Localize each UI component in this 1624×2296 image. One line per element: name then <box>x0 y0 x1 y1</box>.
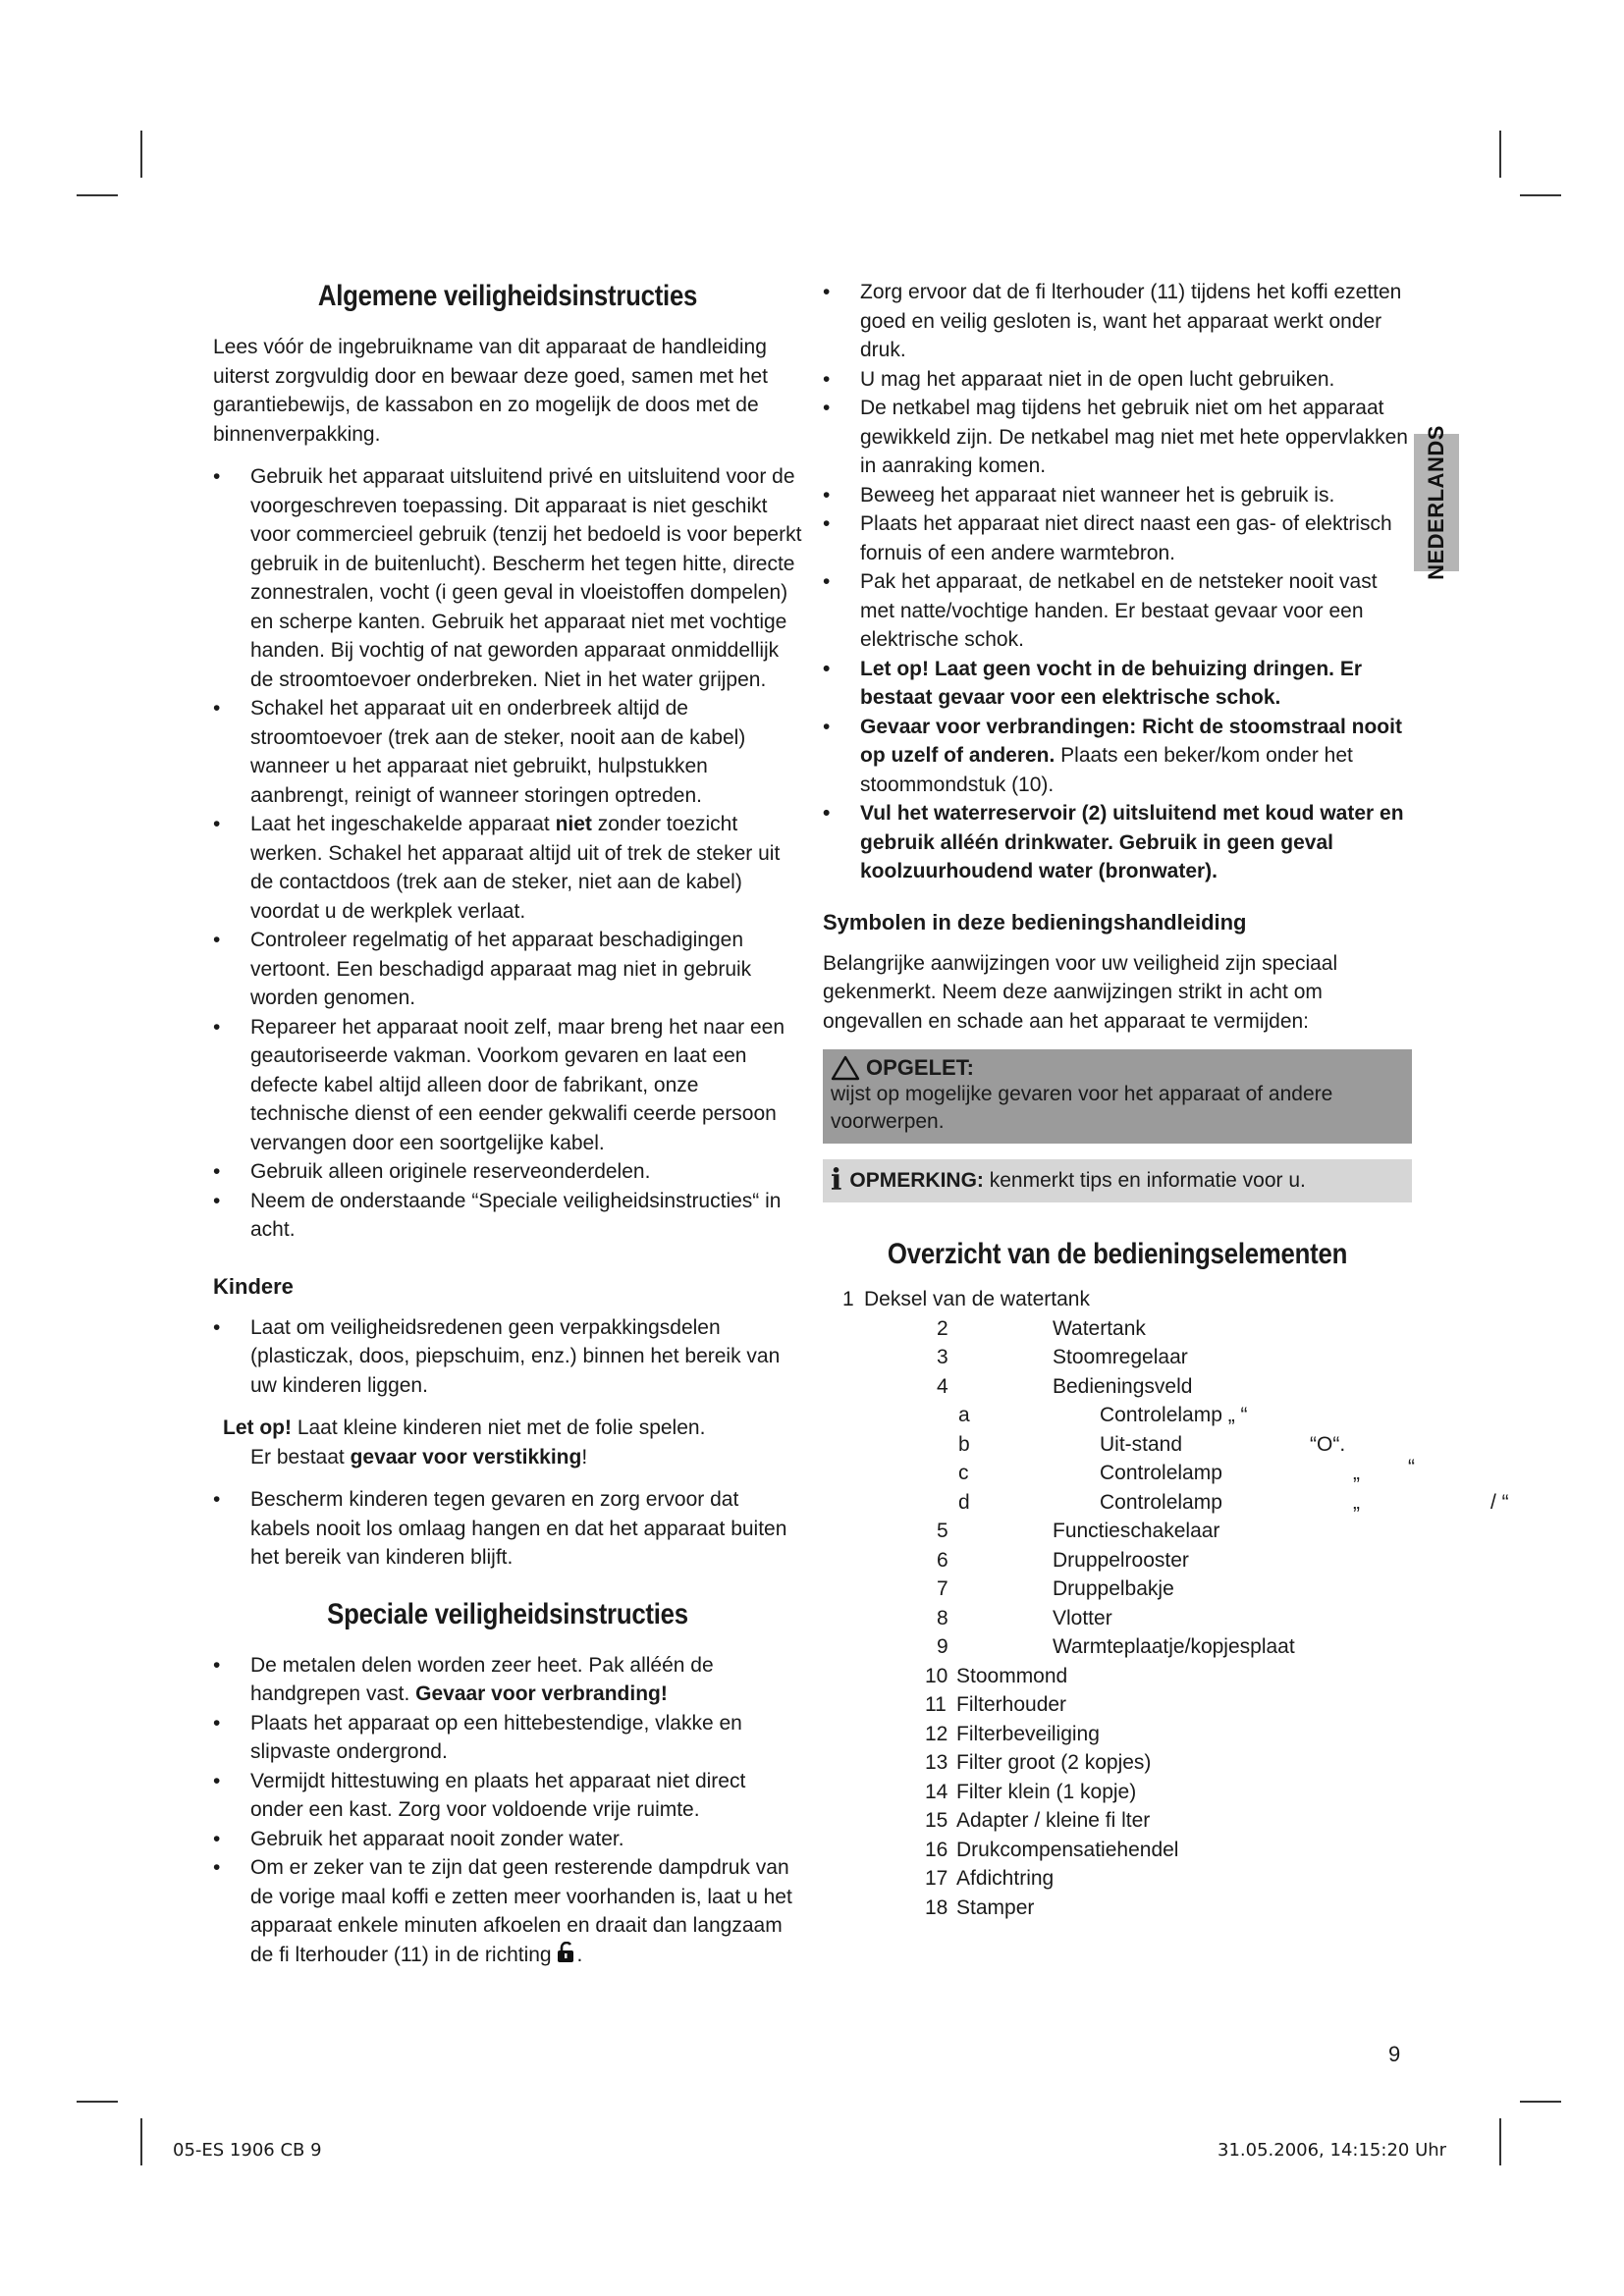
crop-mark <box>1520 2101 1561 2103</box>
item-text: zonder toezicht werken. Schakel het apparaat altijd uit of trek de steker uit de contactdoos (trek aan de steker, niet aan de kabel) voordat u de werkplek verlaat. <box>250 813 781 923</box>
list-item: • Vermijdt hittestuwing en plaats het apparaat niet direct onder een kast. Zorg voor voldoende vrije ruimte. <box>213 1767 802 1825</box>
overview-label: Stoommond <box>956 1664 1068 1687</box>
list-item: • Laat om veiligheidsredenen geen verpakkingsdelen (plasticzak, doos, piepschuim, enz.) binnen het bereik van uw kinderen liggen. <box>213 1313 802 1401</box>
unlock-icon <box>557 1942 576 1972</box>
list-item: • Bescherm kinderen tegen gevaren en zorg ervoor dat kabels nooit los omlaag hangen en dat het apparaat buiten het bereik van kinderen blijft. <box>213 1485 802 1573</box>
overview-row <box>823 1662 1412 1691</box>
overview-label: Filter klein (1 kopje) <box>956 1780 1137 1803</box>
overview-label: Vlotter <box>1053 1606 1112 1629</box>
note-label: OPMERKING: <box>849 1169 984 1192</box>
overview-num: 5 <box>937 1520 948 1542</box>
item-text: . <box>576 1943 583 1966</box>
note-text: ! <box>581 1445 588 1468</box>
crop-mark <box>1499 131 1501 178</box>
overview-sub-row <box>823 1488 1509 1518</box>
overview-label: Druppelbakje <box>1053 1577 1174 1600</box>
overview-row <box>823 1836 1412 1865</box>
overview-label: Functieschakelaar <box>1053 1520 1220 1542</box>
note-line2 <box>223 1443 802 1472</box>
overview-extra: „ <box>1353 1490 1360 1514</box>
overview-label: Bedieningsveld <box>1053 1374 1193 1398</box>
symbols-text: Belangrijke aanwijzingen voor uw veiligheid zijn speciaal gekenmerkt. Neem deze aanwijzingen strikt in acht om ongevallen en schade aan het apparaat te vermijden: <box>823 951 1338 1033</box>
crop-mark <box>77 194 118 196</box>
warning-title <box>831 1055 1404 1081</box>
list-item: • Repareer het apparaat nooit zelf, maar breng het naar een geautoriseerde vakman. Voorkom gevaren en laat een defecte kabel altijd alleen door de fabrikant, onze technische dienst of een eender gekwalifi ceerde persoon vervangen door een soortgelijke kabel. <box>213 1013 802 1158</box>
overview-row <box>823 1372 1412 1402</box>
item-bold: Gevaar voor verbrandingen: Richt de stoomstraal nooit op uzelf of anderen. <box>860 715 1402 767</box>
overview-sub-row <box>823 1401 1412 1430</box>
overview-num: 3 <box>937 1346 948 1368</box>
overview-num: 9 <box>937 1635 948 1658</box>
overview-label: Watertank <box>1053 1316 1146 1340</box>
overview-label: Afdichtring <box>956 1867 1055 1890</box>
list-item: • Gebruik alleen originele reserveonderdelen. <box>213 1157 802 1187</box>
overview-row <box>823 1806 1412 1836</box>
special-safety-list <box>213 1651 802 1972</box>
overview-num: 7 <box>937 1577 948 1600</box>
note-box <box>823 1159 1412 1202</box>
crop-mark <box>140 131 142 178</box>
overview-label: Deksel van de watertank <box>864 1288 1090 1310</box>
overview-extra: / “ <box>1490 1490 1509 1514</box>
overview-label: Druppelrooster <box>1053 1548 1189 1572</box>
symbols-title: Symbolen in deze bedieningshandleiding <box>823 909 1247 934</box>
overview-label: Controlelamp <box>1100 1490 1222 1514</box>
list-item: • Neem de onderstaande “Speciale veiligheidsinstructies“ in acht. <box>213 1187 802 1245</box>
overview-sub-row <box>823 1456 1415 1488</box>
overview-sub-row <box>823 1430 1412 1460</box>
overview-row <box>823 1517 1412 1546</box>
item-text: Laat het ingeschakelde apparaat <box>250 813 556 835</box>
overview-row <box>823 1343 1412 1372</box>
warning-text: wijst op mogelijke gevaren voor het apparaat of andere voorwerpen. <box>831 1083 1333 1133</box>
overview-num: 11 <box>925 1693 947 1716</box>
note-text: Er bestaat <box>250 1445 351 1468</box>
right-safety-list <box>823 278 1412 886</box>
list-item: • Plaats het apparaat op een hittebestendige, vlakke en slipvaste ondergrond. <box>213 1709 802 1767</box>
note-text: kenmerkt tips en informatie voor u. <box>983 1169 1306 1192</box>
language-tab <box>1414 425 1459 580</box>
overview-label: Uit-stand <box>1100 1432 1183 1456</box>
general-intro: Lees vóór de ingebruikname van dit apparaat de handleiding uiterst zorgvuldig door en bewaar deze goed, samen met het garantiebewijs, de kassabon en zo mogelijk de doos met de binnenverpakking. <box>213 336 769 446</box>
overview-row <box>823 1314 1412 1344</box>
overview-num: 17 <box>925 1867 948 1890</box>
overview-label: Drukcompensatiehendel <box>956 1838 1179 1861</box>
list-item: • Plaats het apparaat niet direct naast een gas- of elektrisch fornuis of een andere warmtebron. <box>823 509 1412 567</box>
crop-mark <box>77 2101 118 2103</box>
overview-num: 2 <box>937 1316 948 1340</box>
overview-row <box>823 1894 1412 1923</box>
note-bold: Let op! <box>223 1416 292 1439</box>
footer-left: 05-ES 1906 CB 9 <box>173 2140 322 2161</box>
overview-letter: a <box>958 1404 970 1426</box>
item-text: Plaats een beker/kom onder het stoommondstuk (10). <box>860 744 1353 796</box>
overview-label: Filterhouder <box>956 1693 1067 1716</box>
note-text: Laat kleine kinderen niet met de folie spelen. <box>291 1416 706 1439</box>
overview-num: 1 <box>842 1288 854 1310</box>
footer-right: 31.05.2006, 14:15:20 Uhr <box>1218 2140 1447 2161</box>
overview-label: Stoomregelaar <box>1053 1346 1188 1368</box>
list-item: • Pak het apparaat, de netkabel en de netsteker nooit vast met natte/vochtige handen. Er bestaat gevaar voor een elektrische schok. <box>823 567 1412 655</box>
item-text: Om er zeker van te zijn dat geen resterende dampdruk van de vorige maal koffi e zetten meer voorhanden is, laat u het apparaat enkele minuten afkoelen en draait dan langzaam de fi lterhouder (11) in de richting <box>250 1856 792 1966</box>
overview-num: 13 <box>925 1751 948 1774</box>
general-safety-title: Algemene veiligheidsinstructies <box>317 280 698 312</box>
note-content <box>849 1167 1305 1195</box>
list-item <box>213 1651 802 1709</box>
list-item: • Let op! Laat geen vocht in de behuizing dringen. Er bestaat gevaar voor een elektrische schok. <box>823 655 1412 713</box>
note-bold: gevaar voor verstikking <box>350 1445 582 1468</box>
special-safety-title: Speciale veiligheidsinstructies <box>327 1597 688 1630</box>
list-item: • Schakel het apparaat uit en onderbreek altijd de stroomtoevoer (trek aan de steker, nooit aan de kabel) wanneer u het apparaat niet gebruikt, hulpstukken aanbrengt, reinigt of wanneer storingen optreden. <box>213 694 802 810</box>
overview-num: 18 <box>925 1896 948 1919</box>
kids-title: Kindere <box>213 1273 294 1299</box>
list-item: • Controleer regelmatig of het apparaat beschadigingen vertoont. Een beschadigd apparaat mag niet in gebruik worden genomen. <box>213 926 802 1013</box>
item-text: De metalen delen worden zeer heet. Pak alléén de handgrepen vast. <box>250 1653 714 1705</box>
overview-num: 14 <box>925 1780 948 1803</box>
overview-num: 6 <box>937 1548 948 1572</box>
item-bold: Gevaar voor verbranding! <box>415 1682 668 1705</box>
overview-row <box>823 1778 1412 1807</box>
overview-extra: “O“. <box>1310 1432 1346 1456</box>
overview-label: Controlelamp <box>1100 1462 1222 1484</box>
overview-letter: b <box>958 1432 970 1456</box>
overview-row <box>823 1575 1412 1604</box>
overview-num: 12 <box>925 1722 948 1745</box>
overview-label: Stamper <box>956 1896 1035 1919</box>
overview-extra: “ <box>1408 1456 1415 1478</box>
overview-extra: „ <box>1353 1462 1360 1484</box>
item-bold: niet <box>555 813 592 835</box>
overview-letter: c <box>958 1462 969 1484</box>
crop-mark <box>1520 194 1561 196</box>
list-item: • Gebruik het apparaat nooit zonder water. <box>213 1825 802 1854</box>
overview-num: 16 <box>925 1838 948 1861</box>
page-number: 9 <box>1388 2042 1401 2066</box>
list-item <box>213 1853 802 1971</box>
general-safety-list <box>213 462 802 1245</box>
list-item: • Beweeg het apparaat niet wanneer het is gebruik is. <box>823 481 1412 510</box>
warning-triangle-icon <box>831 1055 860 1081</box>
list-item: • Gebruik het apparaat uitsluitend privé en uitsluitend voor de voorgeschreven toepassing. Dit apparaat is niet geschikt voor commercieel gebruik (tenzij het bedoeld is voor beperkt gebruik in de buitenlucht). Bescherm het tegen hitte, directe zonnestralen, vocht (i geen geval in vloeistoffen dompelen) en scherpe kanten. Gebruik het apparaat niet met vochtige handen. Bij vochtig of nat geworden apparaat onmiddellijk de stroomtoevoer onderbreken. Niet in het water grijpen. <box>213 462 802 694</box>
language-tab-label: NEDERLANDS <box>1424 425 1449 580</box>
crop-mark <box>1499 2118 1501 2165</box>
warning-label: OPGELET: <box>866 1055 975 1080</box>
overview-num: 10 <box>925 1664 948 1687</box>
warning-box <box>823 1049 1412 1144</box>
crop-mark <box>140 2118 142 2165</box>
overview-row <box>823 1632 1412 1662</box>
list-item: • Zorg ervoor dat de fi lterhouder (11) tijdens het koffi ezetten goed en veilig gesloten is, want het apparaat werkt onder druk. <box>823 278 1412 365</box>
list-item: • Vul het waterreservoir (2) uitsluitend met koud water en gebruik alléén drinkwater. Gebruik in geen geval koolzuurhoudend water (bronwater). <box>823 799 1412 886</box>
list-item: • De netkabel mag tijdens het gebruik niet om het apparaat gewikkeld zijn. De netkabel mag niet met hete oppervlakken in aanraking komen. <box>823 394 1412 481</box>
kids-note <box>223 1414 802 1471</box>
overview-row <box>823 1690 1412 1720</box>
list-item: • U mag het apparaat niet in de open lucht gebruiken. <box>823 365 1412 395</box>
overview-num: 8 <box>937 1606 948 1629</box>
list-item <box>213 810 802 926</box>
overview-row <box>823 1604 1412 1633</box>
info-icon: i <box>831 1163 842 1198</box>
kids-list <box>213 1313 802 1401</box>
overview-row <box>823 1285 1412 1314</box>
left-column <box>213 280 802 1985</box>
overview-label: Filterbeveiliging <box>956 1722 1100 1745</box>
overview-label: Warmteplaatje/kopjesplaat <box>1053 1635 1295 1658</box>
overview-row <box>823 1748 1412 1778</box>
overview-letter: d <box>958 1490 970 1514</box>
overview-row <box>823 1864 1412 1894</box>
overview-label: Filter groot (2 kopjes) <box>956 1751 1152 1774</box>
overview-list <box>823 1285 1509 1922</box>
kids-list-2 <box>213 1485 802 1573</box>
overview-row <box>823 1720 1412 1749</box>
overview-label: Controlelamp „ “ <box>1100 1404 1248 1426</box>
overview-num: 4 <box>937 1374 948 1398</box>
overview-title: Overzicht van de bedieningselementen <box>887 1238 1348 1270</box>
list-item <box>823 713 1412 800</box>
overview-label: Adapter / kleine fi lter <box>956 1809 1151 1832</box>
overview-num: 15 <box>925 1809 948 1832</box>
overview-row <box>823 1546 1412 1575</box>
